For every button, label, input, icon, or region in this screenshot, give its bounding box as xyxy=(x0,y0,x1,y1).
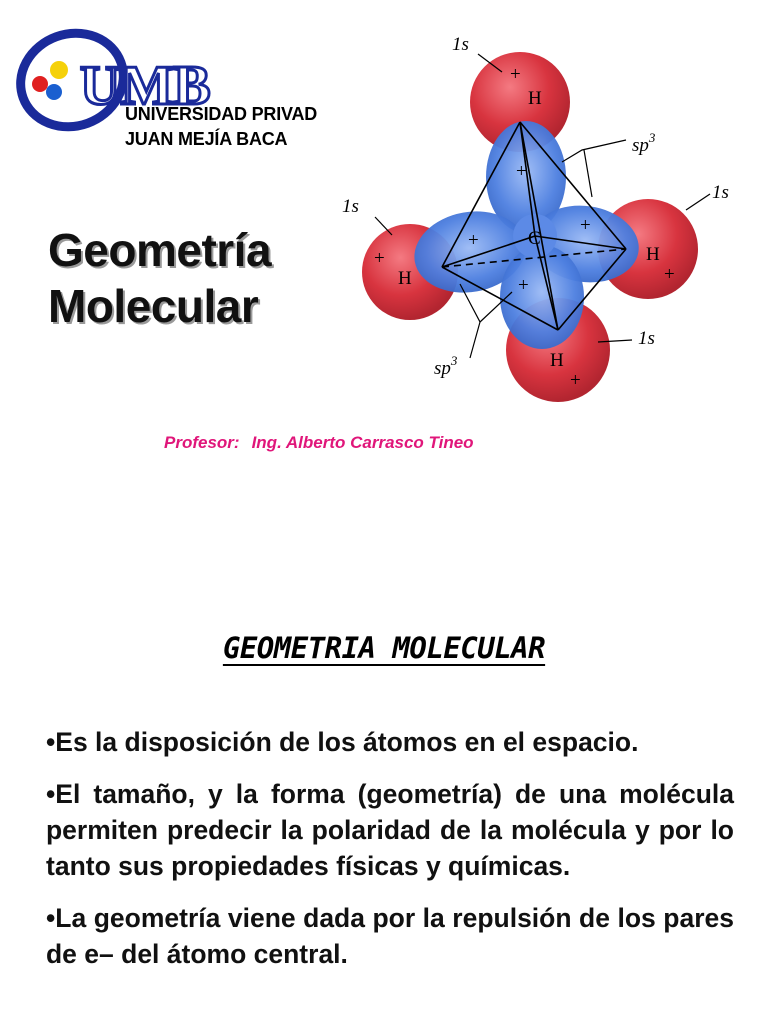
bullet-item: •El tamaño, y la forma (geometría) de una molécula permiten predecir la polaridad de la molécula y por lo tanto sus propiedades físicas y químicas. xyxy=(46,779,734,881)
plus-h-right: + xyxy=(664,264,675,285)
logo-dot-yellow xyxy=(50,61,68,79)
logo-dot-blue xyxy=(46,84,62,100)
professor-credit xyxy=(164,433,486,453)
slide-title xyxy=(48,222,271,334)
plus-lobe-top: + xyxy=(516,161,527,182)
label-1s-left: 1s xyxy=(342,196,359,217)
university-name-line2: JUAN MEJÍA BACA xyxy=(125,129,288,149)
plus-lobe-right: + xyxy=(580,215,591,236)
plus-h-bottom: + xyxy=(570,370,581,391)
title-line2: Molecular xyxy=(48,280,259,332)
plus-h-left: + xyxy=(374,248,385,269)
sp3-lobe-bottom xyxy=(500,245,584,349)
bullet-item: •La geometría viene dada por la repulsión de los pares de e– del átomo central. xyxy=(46,903,734,969)
plus-lobe-left: + xyxy=(468,230,479,251)
section-heading: GEOMETRIA MOLECULAR xyxy=(222,631,546,665)
logo-dot-red xyxy=(32,76,48,92)
bullet-list xyxy=(46,724,734,988)
label-1s-top: 1s xyxy=(452,34,469,55)
university-name-line1: UNIVERSIDAD PRIVAD xyxy=(125,104,318,124)
atom-h-left: H xyxy=(398,268,412,289)
title-line1: Geometría xyxy=(48,224,272,276)
atom-h-bottom: H xyxy=(550,350,564,371)
university-logo xyxy=(10,20,340,160)
methane-sp3-orbital-diagram xyxy=(330,22,750,412)
logo-brand-text: UMB xyxy=(80,55,211,117)
bullet-item: •Es la disposición de los átomos en el espacio. xyxy=(46,727,639,757)
label-1s-bottom: 1s xyxy=(638,328,655,349)
atom-h-top: H xyxy=(528,88,542,109)
professor-label: Profesor: xyxy=(164,433,240,452)
content-slide xyxy=(0,560,768,1024)
plus-h-top: + xyxy=(510,64,521,85)
plus-lobe-bottom: + xyxy=(518,275,529,296)
atom-h-right: H xyxy=(646,244,660,265)
professor-name: Ing. Alberto Carrasco Tineo xyxy=(251,433,474,452)
atom-c-center: C xyxy=(528,228,541,249)
label-1s-right: 1s xyxy=(712,182,729,203)
label-sp3-bottom: $sp^3$ xyxy=(434,353,458,379)
label-sp3-top: $sp^3$ xyxy=(632,130,656,156)
